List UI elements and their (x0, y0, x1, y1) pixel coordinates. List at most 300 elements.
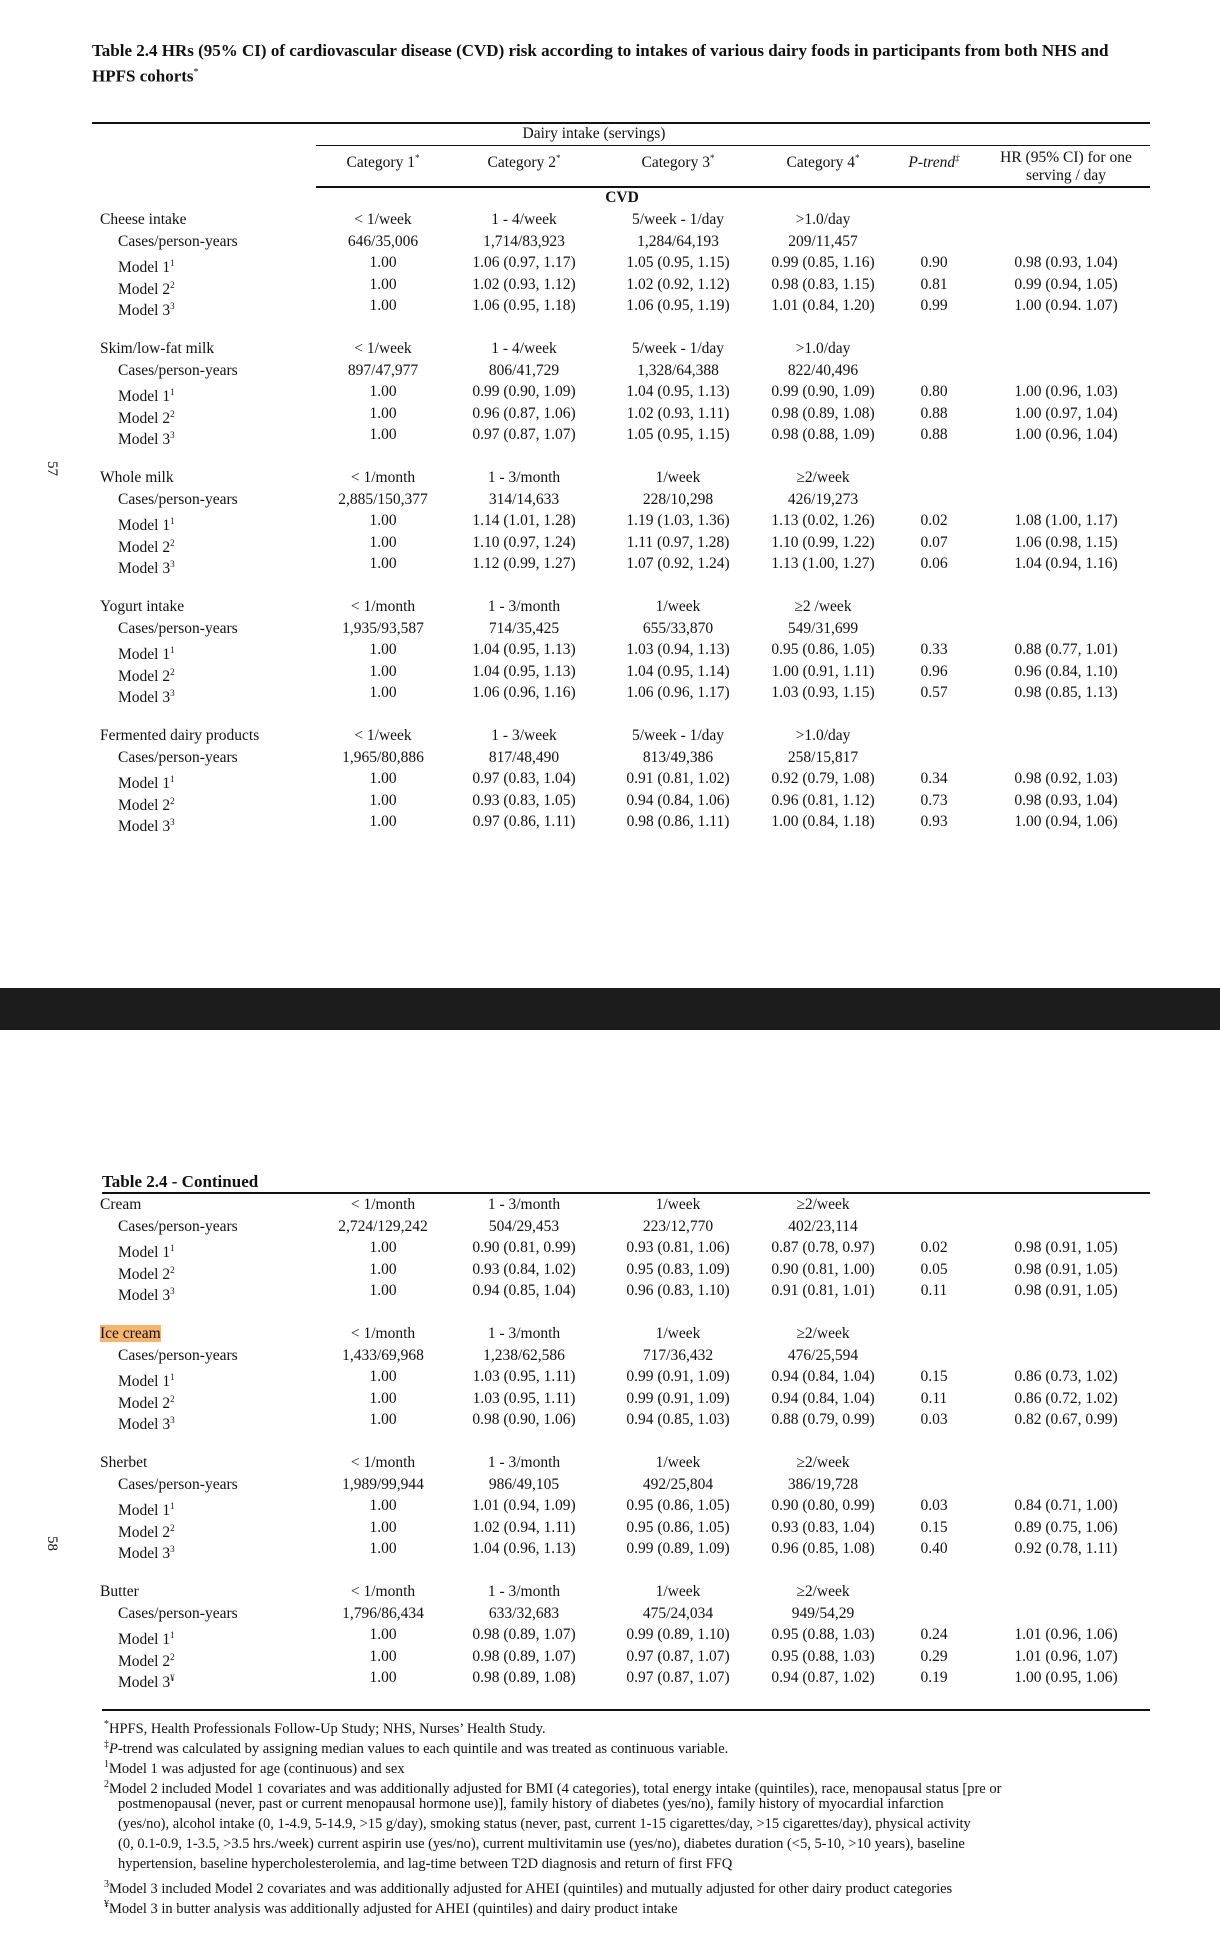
category-label: 1 - 3/month (487, 1583, 561, 1600)
p-trend-cell: 0.57 (920, 684, 948, 701)
hr-cell: 0.90 (0.80, 0.99) (771, 1497, 875, 1514)
hr-cell: 0.99 (0.89, 1.09) (626, 1540, 730, 1557)
table-bottom-rule (102, 1709, 1150, 1711)
hr-cell: 0.96 (0.87, 1.06) (472, 404, 576, 422)
hr-cell: 1.03 (0.95, 1.11) (472, 1389, 576, 1407)
row-label-model: Model $3^3$ (118, 817, 175, 836)
hr-cell: 1.00 (369, 555, 397, 572)
table-title: Table 2.4 HRs (95% CI) of cardiovascular disease (CVD) risk according to intakes of various dairy foods in participants from both NHS and HPFS cohorts* (92, 41, 1109, 86)
hr-cell: 0.94 (0.84, 1.06) (626, 791, 730, 809)
p-trend-cell: 0.73 (920, 791, 948, 809)
hr-cell: 0.96 (0.85, 1.08) (771, 1540, 875, 1557)
row-label-model: Model $2^2$ (118, 795, 175, 814)
hr-cell: 1.06 (0.95, 1.18) (472, 297, 576, 314)
hr-per-serving-cell: 0.98 (0.85, 1.13) (1014, 684, 1118, 701)
hr-cell: 1.04 (0.95, 1.13) (472, 662, 576, 680)
category-label: ≥2/week (796, 1583, 850, 1600)
category-label: 1 - 3/month (487, 1196, 561, 1213)
row-label-model: Model $3^3$ (118, 430, 175, 449)
group-name-text: Yogurt intake (100, 598, 185, 615)
p-trend-cell: 0.03 (920, 1497, 948, 1514)
category-label: ≥2/week (796, 1325, 850, 1342)
hr-cell: 1.00 (369, 297, 397, 314)
hr-cell: 1.03 (0.95, 1.11) (472, 1368, 576, 1385)
hr-cell: 1.04 (0.96, 1.13) (472, 1540, 576, 1557)
category-label: ≥2/week (796, 1454, 850, 1471)
row-label-model: Model $2^2$ (118, 1651, 175, 1670)
hr-cell: 0.94 (0.87, 1.02) (771, 1669, 875, 1686)
p-trend-cell: 0.40 (920, 1540, 948, 1557)
row-label-model: Model $1^1$ (118, 1243, 175, 1262)
hr-cell: 1.10 (0.99, 1.22) (771, 533, 875, 551)
hr-per-serving-cell: 0.99 (0.94, 1.05) (1014, 275, 1118, 293)
row-label-model: Model $3^3$ (118, 1415, 175, 1434)
category-label: < 1/week (354, 727, 412, 744)
cases-cell: 717/36,432 (642, 1346, 714, 1364)
hr-per-serving-cell: 0.98 (0.91, 1.05) (1014, 1239, 1118, 1256)
hr-cell: 1.06 (0.96, 1.16) (472, 684, 576, 701)
cases-cell: 897/47,977 (347, 361, 419, 379)
footnote: postmenopausal (never, past or current menopausal hormone use)], family history of diabetes (yes/no), family history of myocardial infarction (118, 1796, 944, 1812)
cases-cell: 492/25,804 (642, 1475, 714, 1493)
category-label: 5/week - 1/day (631, 211, 725, 228)
row-label-model: Model $1^1$ (118, 1372, 175, 1391)
footnote: $^2$Model 2 included Model 1 covariates and was additionally adjusted for BMI (4 categories), total energy intake (quintiles), race, menopausal status [pre or (104, 1779, 1002, 1797)
hr-cell: 0.97 (0.87, 1.07) (626, 1647, 730, 1665)
hr-cell: 1.06 (0.96, 1.17) (626, 684, 730, 701)
hr-cell: 0.93 (0.84, 1.02) (472, 1260, 576, 1278)
p-trend-cell: 0.29 (920, 1647, 948, 1665)
hr-cell: 1.05 (0.95, 1.15) (626, 426, 730, 443)
hr-cell: 1.00 (369, 813, 397, 830)
hr-per-serving-cell: 1.00 (0.94. 1.07) (1014, 297, 1118, 314)
hr-per-serving-cell: 0.98 (0.91, 1.05) (1014, 1282, 1118, 1299)
p-trend-cell: 0.19 (920, 1669, 948, 1686)
footnote: $^3$Model 3 included Model 2 covariates and was additionally adjusted for AHEI (quintiles) and mutually adjusted for other dairy product categories (104, 1879, 953, 1897)
cases-cell: 1,238/62,586 (483, 1346, 565, 1364)
category-label: < 1/month (350, 1196, 416, 1213)
hr-cell: 0.91 (0.81, 1.01) (771, 1282, 875, 1299)
hr-cell: 0.99 (0.89, 1.10) (626, 1626, 730, 1643)
header-span-label: Dairy intake (servings) (522, 125, 666, 142)
category-label: >1.0/day (795, 211, 851, 228)
hr-cell: 0.98 (0.86, 1.11) (626, 813, 730, 830)
continued-rule (102, 1192, 1150, 1194)
p-trend-cell: 0.11 (920, 1389, 948, 1407)
hr-cell: 1.00 (0.91, 1.11) (771, 662, 875, 680)
cases-cell: 822/40,496 (787, 361, 859, 379)
hr-cell: 1.00 (369, 1518, 397, 1536)
hr-cell: 1.13 (1.00, 1.27) (771, 555, 875, 572)
hr-per-serving-cell: 0.98 (0.91, 1.05) (1014, 1260, 1118, 1278)
category-label: 1 - 3/month (487, 469, 561, 486)
header-category-2: Category 2* (487, 153, 561, 172)
hr-cell: 0.98 (0.89, 1.08) (771, 404, 875, 422)
hr-cell: 0.90 (0.81, 0.99) (472, 1239, 576, 1256)
cvd-label: CVD (605, 189, 639, 206)
cases-cell: 1,714/83,923 (483, 232, 565, 250)
hr-cell: 1.04 (0.95, 1.13) (626, 383, 730, 400)
row-label-model: Model $2^2$ (118, 666, 175, 685)
cases-cell: 402/23,114 (788, 1217, 858, 1235)
hr-cell: 0.97 (0.87, 1.07) (626, 1669, 730, 1686)
hr-cell: 0.94 (0.84, 1.04) (771, 1368, 875, 1385)
footnote: hypertension, baseline hypercholesterolemia, and lag-time between T2D diagnosis and return of first FFQ (118, 1856, 733, 1872)
hr-cell: 1.00 (369, 383, 397, 400)
category-label: 1 - 3/week (491, 727, 557, 744)
row-label-model: Model $1^1$ (118, 774, 175, 793)
header-category-3: Category 3* (641, 153, 715, 172)
group-name-text: Butter (100, 1583, 139, 1600)
cases-cell: 504/29,453 (488, 1217, 560, 1235)
cases-cell: 806/41,729 (488, 361, 560, 379)
hr-cell: 1.02 (0.93, 1.12) (472, 275, 576, 293)
group-name (100, 1582, 139, 1602)
p-trend-cell: 0.06 (920, 555, 948, 572)
hr-cell: 1.01 (0.94, 1.09) (472, 1497, 576, 1514)
p-trend-cell: 0.81 (920, 275, 948, 293)
hr-cell: 1.12 (0.99, 1.27) (472, 555, 576, 572)
hr-cell: 0.98 (0.90, 1.06) (472, 1411, 576, 1428)
hr-cell: 1.00 (369, 1389, 397, 1407)
cases-cell: 1,989/99,944 (342, 1475, 424, 1493)
cases-cell: 817/48,490 (488, 748, 560, 766)
p-trend-cell: 0.07 (920, 533, 948, 551)
header-bottom-rule (316, 186, 1150, 188)
hr-cell: 1.00 (369, 1411, 397, 1428)
p-trend-cell: 0.15 (920, 1518, 948, 1536)
group-name (100, 339, 214, 359)
hr-cell: 1.00 (369, 512, 397, 529)
row-label-cases: Cases/person-years (118, 1604, 238, 1622)
p-trend-cell: 0.93 (920, 813, 948, 830)
hr-cell: 1.00 (369, 426, 397, 443)
category-label: 1 - 3/month (487, 598, 561, 615)
p-trend-cell: 0.88 (920, 426, 948, 443)
hr-cell: 0.98 (0.89, 1.08) (472, 1669, 576, 1686)
p-trend-cell: 0.24 (920, 1626, 948, 1643)
hr-per-serving-cell: 0.89 (0.75, 1.06) (1014, 1518, 1118, 1536)
cases-cell: 1,965/80,886 (342, 748, 424, 766)
category-label: 1 - 3/month (487, 1454, 561, 1471)
category-label: < 1/month (350, 1454, 416, 1471)
hr-cell: 1.00 (369, 662, 397, 680)
hr-cell: 1.00 (369, 641, 397, 658)
hr-cell: 0.94 (0.85, 1.03) (626, 1411, 730, 1428)
footnote: ¥Model 3 in butter analysis was additionally adjusted for AHEI (quintiles) and dairy product intake (104, 1899, 678, 1917)
hr-per-serving-cell: 1.06 (0.98, 1.15) (1014, 533, 1118, 551)
footnote: (yes/no), alcohol intake (0, 1-4.9, 5-14.9, >15 g/day), smoking status (never, past, current 1-15 cigarettes/day, >15 cigarettes/day), physical activity (118, 1816, 971, 1832)
group-name (100, 1453, 147, 1473)
cases-cell: 426/19,273 (787, 490, 859, 508)
footnote: *HPFS, Health Professionals Follow-Up Study; NHS, Nurses’ Health Study. (104, 1719, 546, 1737)
hr-cell: 0.97 (0.86, 1.11) (472, 813, 576, 830)
hr-cell: 0.88 (0.79, 0.99) (771, 1411, 875, 1428)
hr-per-serving-cell: 0.98 (0.93, 1.04) (1014, 791, 1118, 809)
hr-cell: 0.96 (0.83, 1.10) (626, 1282, 730, 1299)
row-label-model: Model $3^3$ (118, 559, 175, 578)
group-name (100, 597, 184, 617)
hr-per-serving-cell: 0.98 (0.93, 1.04) (1014, 254, 1118, 271)
hr-cell: 1.00 (369, 254, 397, 271)
hr-cell: 0.99 (0.90, 1.09) (472, 383, 576, 400)
category-label: 1/week (655, 1196, 701, 1213)
hr-cell: 0.95 (0.86, 1.05) (626, 1497, 730, 1514)
p-trend-cell: 0.99 (920, 297, 948, 314)
hr-per-serving-cell: 1.01 (0.96, 1.07) (1014, 1647, 1118, 1665)
hr-cell: 1.00 (369, 404, 397, 422)
p-trend-cell: 0.02 (920, 1239, 948, 1256)
p-trend-cell: 0.96 (920, 662, 948, 680)
p-trend-cell: 0.33 (920, 641, 948, 658)
header-hr-line-1: HR (95% CI) for one (1000, 149, 1132, 166)
category-label: < 1/month (350, 469, 416, 486)
category-label: < 1/week (354, 340, 412, 357)
hr-cell: 1.11 (0.97, 1.28) (626, 533, 730, 551)
hr-per-serving-cell: 0.84 (0.71, 1.00) (1014, 1497, 1118, 1514)
category-label: 5/week - 1/day (631, 727, 725, 744)
row-label-model: Model $1^1$ (118, 1501, 175, 1520)
hr-cell: 0.95 (0.86, 1.05) (626, 1518, 730, 1536)
hr-cell: 0.99 (0.85, 1.16) (771, 254, 875, 271)
group-name-text: Fermented dairy products (100, 727, 260, 744)
category-label: ≥2 /week (794, 598, 852, 615)
hr-cell: 1.02 (0.94, 1.11) (472, 1518, 576, 1536)
header-span-rule (316, 145, 1150, 146)
hr-cell: 0.94 (0.85, 1.04) (472, 1282, 576, 1299)
footnote: ‡P-trend was calculated by assigning median values to each quintile and was treated as continuous variable. (104, 1739, 729, 1757)
cases-cell: 476/25,594 (787, 1346, 859, 1364)
row-label-model: Model $3^3$ (118, 688, 175, 707)
category-label: 1 - 4/week (491, 211, 557, 228)
row-label-model: Model 3¥ (118, 1673, 175, 1692)
hr-per-serving-cell: 0.82 (0.67, 0.99) (1014, 1411, 1118, 1428)
p-trend-cell: 0.90 (920, 254, 948, 271)
hr-cell: 0.97 (0.87, 1.07) (472, 426, 576, 443)
hr-cell: 0.95 (0.88, 1.03) (771, 1626, 875, 1643)
hr-cell: 1.00 (369, 1626, 397, 1643)
hr-per-serving-cell: 1.01 (0.96, 1.06) (1014, 1626, 1118, 1643)
hr-cell: 1.10 (0.97, 1.24) (472, 533, 576, 551)
header-category-4: Category 4* (786, 153, 860, 172)
category-label: 1 - 4/week (491, 340, 557, 357)
hr-per-serving-cell: 0.98 (0.92, 1.03) (1014, 770, 1118, 787)
hr-per-serving-cell: 1.08 (1.00, 1.17) (1014, 512, 1118, 529)
hr-cell: 1.03 (0.93, 1.15) (771, 684, 875, 701)
row-label-cases: Cases/person-years (118, 1475, 238, 1493)
category-label: ≥2/week (796, 1196, 850, 1213)
continued-title: Table 2.4 - Continued (102, 1172, 259, 1191)
group-name-text: Whole milk (100, 469, 174, 486)
hr-per-serving-cell: 0.86 (0.72, 1.02) (1014, 1389, 1118, 1407)
hr-cell: 0.95 (0.88, 1.03) (771, 1647, 875, 1665)
cases-cell: 2,885/150,377 (338, 490, 428, 508)
category-label: 1/week (655, 469, 701, 486)
p-trend-cell: 0.02 (920, 512, 948, 529)
hr-cell: 1.03 (0.94, 1.13) (626, 641, 730, 658)
hr-cell: 0.95 (0.86, 1.05) (771, 641, 875, 658)
hr-cell: 0.90 (0.81, 1.00) (771, 1260, 875, 1278)
group-name-text: Cheese intake (100, 211, 187, 228)
row-label-model: Model $1^1$ (118, 516, 175, 535)
hr-cell: 1.00 (369, 533, 397, 551)
hr-cell: 0.91 (0.81, 1.02) (626, 770, 730, 787)
hr-cell: 0.97 (0.83, 1.04) (472, 770, 576, 787)
group-name-text: Ice cream (100, 1325, 161, 1342)
hr-cell: 0.98 (0.89, 1.07) (472, 1626, 576, 1643)
hr-cell: 1.06 (0.97, 1.17) (472, 254, 576, 271)
category-label: < 1/month (350, 598, 416, 615)
hr-per-serving-cell: 1.00 (0.96, 1.04) (1014, 426, 1118, 443)
p-trend-cell: 0.15 (920, 1368, 948, 1385)
hr-cell: 1.00 (369, 684, 397, 701)
row-label-model: Model $1^1$ (118, 387, 175, 406)
cases-cell: 1,935/93,587 (342, 619, 424, 637)
cases-cell: 1,284/64,193 (637, 232, 719, 250)
row-label-model: Model $3^3$ (118, 1544, 175, 1563)
row-label-cases: Cases/person-years (118, 1217, 238, 1235)
p-trend-cell: 0.34 (920, 770, 948, 787)
hr-cell: 1.00 (369, 1669, 397, 1686)
cases-cell: 1,328/64,388 (637, 361, 719, 379)
hr-cell: 1.05 (0.95, 1.15) (626, 254, 730, 271)
hr-cell: 0.93 (0.83, 1.04) (771, 1518, 875, 1536)
hr-cell: 1.00 (369, 1239, 397, 1256)
cases-cell: 1,796/86,434 (342, 1604, 424, 1622)
cases-cell: 714/35,425 (488, 619, 560, 637)
hr-cell: 1.00 (369, 1368, 397, 1385)
hr-per-serving-cell: 1.04 (0.94, 1.16) (1014, 555, 1118, 572)
cases-cell: 209/11,457 (788, 232, 858, 250)
p-trend-cell: 0.11 (920, 1282, 948, 1299)
cases-cell: 986/49,105 (488, 1475, 560, 1493)
hr-cell: 1.01 (0.84, 1.20) (771, 297, 875, 314)
row-label-cases: Cases/person-years (118, 361, 238, 379)
hr-cell: 1.13 (0.02, 1.26) (771, 512, 875, 529)
group-name-text: Cream (100, 1196, 142, 1213)
row-label-model: Model $2^2$ (118, 408, 175, 427)
hr-cell: 0.95 (0.83, 1.09) (626, 1260, 730, 1278)
row-label-model: Model $2^2$ (118, 1393, 175, 1412)
p-trend-cell: 0.03 (920, 1411, 948, 1428)
cases-cell: 633/32,683 (488, 1604, 560, 1622)
hr-per-serving-cell: 0.92 (0.78, 1.11) (1014, 1540, 1118, 1557)
cases-cell: 314/14,633 (488, 490, 560, 508)
footnote: (0, 0.1-0.9, 1-3.5, >3.5 hrs./week) current aspirin use (yes/no), current multivitamin use (yes/no), diabetes duration (<5, 5-10, >10 years), baseline (118, 1836, 965, 1852)
hr-cell: 1.00 (369, 1540, 397, 1557)
hr-cell: 0.93 (0.83, 1.05) (472, 791, 576, 809)
hr-cell: 1.00 (0.84, 1.18) (771, 813, 875, 830)
group-name (100, 210, 187, 230)
page-separator (0, 988, 1220, 1030)
cases-cell: 949/54,29 (791, 1604, 855, 1622)
hr-cell: 1.00 (369, 275, 397, 293)
hr-cell: 0.99 (0.91, 1.09) (626, 1389, 730, 1407)
group-name (100, 1195, 141, 1215)
footnote: $^1$Model 1 was adjusted for age (continuous) and sex (104, 1759, 405, 1777)
hr-cell: 0.99 (0.90, 1.09) (771, 383, 875, 400)
hr-cell: 1.06 (0.95, 1.19) (626, 297, 730, 314)
p-trend-cell: 0.88 (920, 404, 948, 422)
category-label: 1/week (655, 598, 701, 615)
hr-cell: 0.94 (0.84, 1.04) (771, 1389, 875, 1407)
cases-cell: 386/19,728 (787, 1475, 859, 1493)
header-category-1: Category 1* (346, 153, 420, 172)
category-label: < 1/week (354, 211, 412, 228)
p-trend-cell: 0.80 (920, 383, 948, 400)
cases-cell: 223/12,770 (642, 1217, 714, 1235)
hr-cell: 1.00 (369, 1282, 397, 1299)
hr-cell: 0.98 (0.89, 1.07) (472, 1647, 576, 1665)
group-name-text: Sherbet (100, 1454, 148, 1471)
row-label-model: Model $3^3$ (118, 1286, 175, 1305)
group-name (100, 468, 174, 488)
hr-cell: 1.00 (369, 770, 397, 787)
hr-cell: 1.14 (1.01, 1.28) (472, 512, 576, 529)
row-label-model: Model $2^2$ (118, 1264, 175, 1283)
cases-cell: 228/10,298 (642, 490, 714, 508)
row-label-cases: Cases/person-years (118, 490, 238, 508)
category-label: >1.0/day (795, 727, 851, 744)
header-p-trend: P-trend‡ (908, 153, 960, 172)
category-label: >1.0/day (795, 340, 851, 357)
hr-cell: 1.04 (0.95, 1.14) (626, 662, 730, 680)
category-label: < 1/month (350, 1325, 416, 1342)
category-label: < 1/month (350, 1583, 416, 1600)
row-label-model: Model $3^3$ (118, 301, 175, 320)
category-label: 1 - 3/month (487, 1325, 561, 1342)
group-name-text: Skim/low-fat milk (100, 340, 215, 357)
hr-cell: 0.92 (0.79, 1.08) (771, 770, 875, 787)
hr-cell: 0.98 (0.88, 1.09) (771, 426, 875, 443)
category-label: ≥2/week (796, 469, 850, 486)
row-label-cases: Cases/person-years (118, 1346, 238, 1364)
cases-cell: 813/49,386 (642, 748, 714, 766)
hr-per-serving-cell: 0.88 (0.77, 1.01) (1014, 641, 1118, 658)
category-label: 1/week (655, 1325, 701, 1342)
row-label-cases: Cases/person-years (118, 232, 238, 250)
category-label: 5/week - 1/day (631, 340, 725, 357)
page-number-57: 57 (44, 461, 60, 476)
p-trend-cell: 0.05 (920, 1260, 948, 1278)
hr-per-serving-cell: 1.00 (0.96, 1.03) (1014, 383, 1118, 400)
cases-cell: 2,724/129,242 (338, 1217, 428, 1235)
hr-cell: 0.93 (0.81, 1.06) (626, 1239, 730, 1256)
cases-cell: 475/24,034 (642, 1604, 714, 1622)
hr-cell: 0.98 (0.83, 1.15) (771, 275, 875, 293)
group-name (100, 1324, 161, 1344)
row-label-model: Model $2^2$ (118, 279, 175, 298)
hr-cell: 1.00 (369, 1497, 397, 1514)
hr-cell: 1.00 (369, 1647, 397, 1665)
category-label: 1/week (655, 1454, 701, 1471)
hr-cell: 1.02 (0.92, 1.12) (626, 275, 730, 293)
row-label-cases: Cases/person-years (118, 748, 238, 766)
hr-cell: 0.96 (0.81, 1.12) (771, 791, 875, 809)
hr-per-serving-cell: 1.00 (0.94, 1.06) (1014, 813, 1118, 830)
hr-cell: 0.99 (0.91, 1.09) (626, 1368, 730, 1385)
group-name (100, 726, 259, 746)
hr-cell: 1.04 (0.95, 1.13) (472, 641, 576, 658)
hr-cell: 1.00 (369, 791, 397, 809)
hr-cell: 1.00 (369, 1260, 397, 1278)
row-label-model: Model $1^1$ (118, 258, 175, 277)
hr-cell: 1.19 (1.03, 1.36) (626, 512, 730, 529)
hr-per-serving-cell: 1.00 (0.97, 1.04) (1014, 404, 1118, 422)
cases-cell: 549/31,699 (787, 619, 859, 637)
row-label-model: Model $2^2$ (118, 1522, 175, 1541)
cases-cell: 258/15,817 (787, 748, 859, 766)
